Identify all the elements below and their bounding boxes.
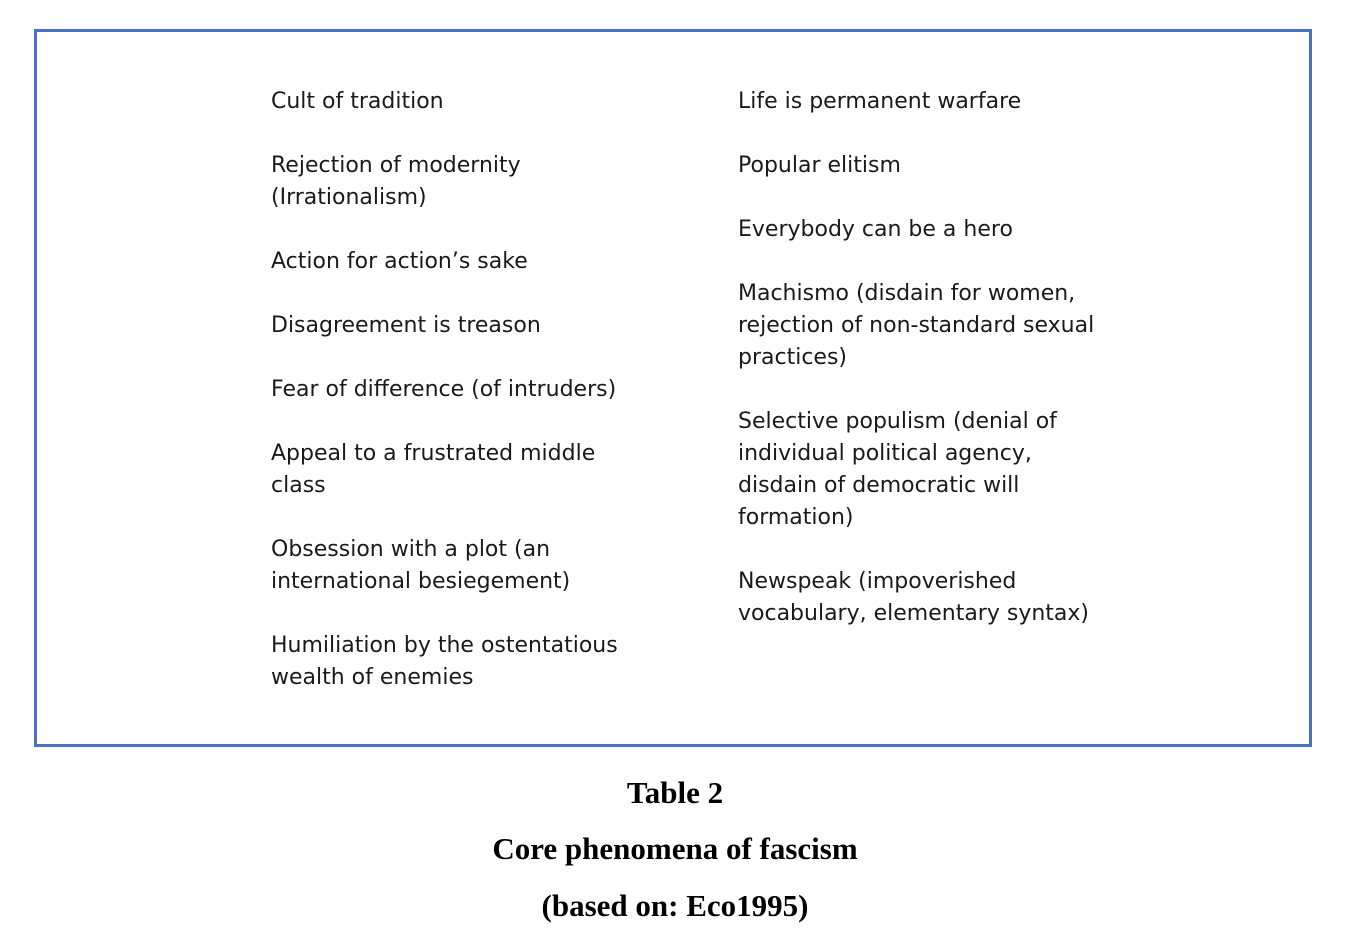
left-column	[271, 86, 671, 726]
list-item: Life is permanent warfare	[738, 89, 1022, 114]
list-item: Selective populism (denial of individual political agency, disdain of democratic will formation)	[738, 409, 1057, 530]
table-label: Table 2	[626, 775, 724, 810]
list-item: Rejection of modernity (Irrationalism)	[271, 153, 521, 210]
right-column	[738, 86, 1158, 662]
list-item: Newspeak (impoverished vocabulary, elementary syntax)	[738, 569, 1090, 626]
table-source: (based on: Eco1995)	[541, 888, 809, 923]
list-item: Obsession with a plot (an international besiegement)	[271, 537, 571, 594]
list-item: Everybody can be a hero	[738, 217, 1013, 242]
list-item: Disagreement is treason	[271, 313, 541, 338]
list-item: Fear of difference (of intruders)	[271, 377, 617, 402]
table-title: Core phenomena of fascism	[492, 831, 858, 866]
list-item: Appeal to a frustrated middle class	[271, 441, 596, 498]
table-frame	[34, 29, 1312, 747]
list-item: Popular elitism	[738, 153, 901, 178]
list-item: Cult of tradition	[271, 89, 444, 114]
list-item: Humiliation by the ostentatious wealth of enemies	[271, 633, 618, 690]
list-item: Machismo (disdain for women, rejection of non-standard sexual practices)	[738, 281, 1095, 370]
list-item: Action for action’s sake	[271, 249, 528, 274]
